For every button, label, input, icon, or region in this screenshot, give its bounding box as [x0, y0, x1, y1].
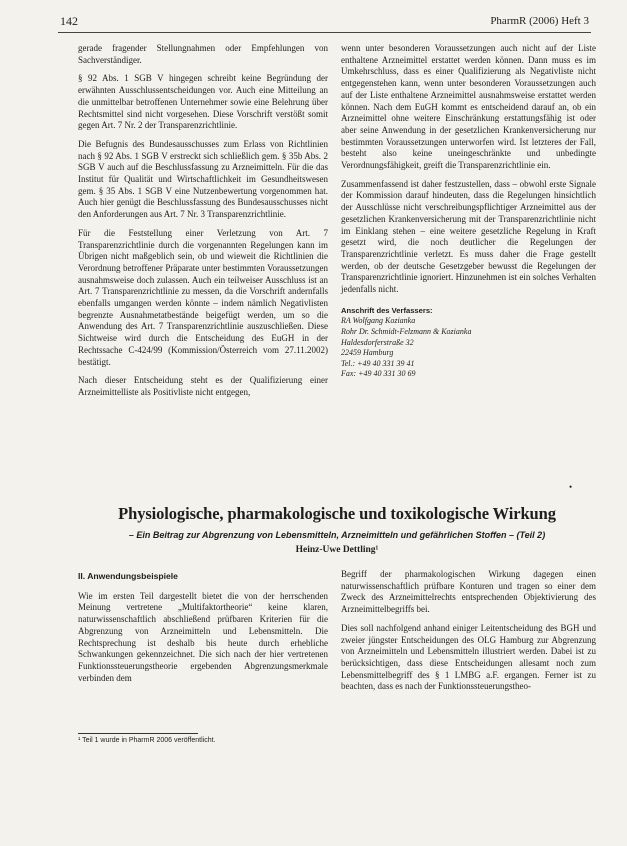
paragraph: wenn unter besonderen Voraussetzungen auch nicht auf der Liste enthaltene Arzneimittel erstattet werden können. Dann muss es im Umkehrschluss, dass es einer Qualifizierung als Negativliste nicht entgegenstehen kann, wenn unter besonderen Voraussetzungen auch auf der Liste enthaltene Arzneimittel ausnahmsweise erstattet werden können. Nach dem EuGH kommt es entscheidend darauf an, ob ein Arzneimittel ohne weitere Einschränkung erstattungsfähig ist oder aber seine Anwendung in der gesetzlichen Krankenversicherung nur bestimmten Voraussetzungen unterworfen wird. Ist letzteres der Fall, besteht also keine uneingeschränkte und unbedingte Verordnungsfähigkeit, greift die Transparenzrichtlinie ein. [341, 43, 596, 171]
paragraph: Begriff der pharmakologischen Wirkung dagegen einen naturwissenschaftlich prüfbare Konturen und tragen so einer dem Zweck des Arzneimittelrechts entsprechenden Objektivierung des Arzneimittelbegriffs bei. [341, 569, 596, 615]
paragraph: Wie im ersten Teil dargestellt bietet die von der herrschenden Meinung vertretene „Multifaktortheorie“ keine klaren, naturwissenschaftlich abschließend prüfbaren Kriterien für die Abgrenzung von Arzneimitteln und Lebensmitteln. Die Rechtsprechung ist deshalb bis heute durch erhebliche Schwankungen gekennzeichnet. Die sich nach der hier vertretenen Funktionssteuerungstheorie ergebenden Abgrenzungsmerkmale verbinden dem [78, 590, 328, 683]
address-street: Haldesdorferstraße 32 [341, 337, 414, 347]
paragraph: Nach dieser Entscheidung steht es der Qualifizierung einer Arzneimittelliste als Positivliste nicht entgegen, [78, 375, 328, 397]
footnote-rule [78, 733, 198, 734]
article-title: Physiologische, pharmakologische und toxikologische Wirkung [118, 504, 556, 523]
column-right-bottom [341, 569, 596, 700]
column-left-bottom [78, 571, 328, 691]
address-firm: Rohr Dr. Schmidt-Felzmann & Kozianka [341, 326, 472, 336]
author-address [341, 306, 596, 380]
address-tel: Tel.: +49 40 331 39 41 [341, 358, 415, 368]
address-name: RA Wolfgang Kozianka [341, 316, 416, 326]
column-left-top [78, 43, 328, 406]
journal-reference: PharmR (2006) Heft 3 [490, 15, 589, 27]
section-heading: II. Anwendungsbeispiele [78, 571, 178, 581]
page-number: 142 [60, 14, 78, 28]
paragraph: gerade fragender Stellungnahmen oder Empfehlungen von Sachverständiger. [78, 43, 328, 65]
header-rule [58, 32, 591, 33]
article-author: Heinz-Uwe Dettling¹ [295, 545, 379, 555]
paragraph: Für die Feststellung einer Verletzung von Art. 7 Transparenzrichtlinie durch die vorgenannten Regelungen kann im Übrigen nicht maßgeblich sein, ob und wieweit die Richtlinien die Verordnung betroffener Präparate unter bestimmten Voraussetzungen ausnahmsweise doch zulassen. Auch ein teilweiser Ausschluss ist an Art. 7 Transparenzrichtlinie zu messen, da die Vorschrift andernfalls ebenfalls umgangen werden könnte – indem nämlich Negativlisten begrenzte Ausnahmetatbestände beigefügt werden, um so die Anwendung des Art. 7 Transparenzrichtlinie auszuschließen. Diese Sichtweise wird durch die Entscheidung des EuGH in der Rechtssache C-424/99 (Kommission/Österreich vom 27.11.2002) bestätigt. [78, 227, 328, 367]
paragraph: Die Befugnis des Bundesausschusses zum Erlass von Richtlinien nach § 92 Abs. 1 SGB V erstreckt sich schließlich gem. § 35b Abs. 2 SGB V auch auf die Beschlussfassung zu Arzneimitteln. Für die das Institut für Qualität und Wirtschaftlichkeit im Gesundheitswesen gem. § 35 Abs. 1 SGB V eine Nutzenbewertung vorgenommen hat. Auch hier genügt die Beschlussfassung des Bundesausschusses nicht den Anforderungen aus Art. 7 Nr. 3 Transparenzrichtlinie. [78, 138, 328, 220]
footnote: ¹ Teil 1 wurde in PharmR 2006 veröffentlicht. [78, 737, 216, 744]
paragraph: § 92 Abs. 1 SGB V hingegen schreibt keine Begründung der erwähnten Ausschlussentscheidungen vor. Auch eine Mitteilung an die unmittelbar betroffenen Unternehmer sowie eine Belehrung über Rechtsmittel sind nicht vorgesehen. Diese Vorschrift verstößt somit gegen Art. 7 Nr. 2 der Transparenzrichtlinie. [78, 73, 328, 131]
paragraph: Zusammenfassend ist daher festzustellen, dass – obwohl erste Signale der Kommission darauf hindeuten, dass die Regelungen hinsichtlich der Ausschlüsse nicht verschreibungspflichtiger Arzneimittel aus der gesetzlichen Krankenversicherung mit der Transparenzrichtlinie nicht im Einklang stehen – eine weitere gesetzliche Regelung in Kraft gesetzt wird, die noch deutlicher die Regelungen der Transparenzrichtlinie verletzt. Es muss daher die Frage gestellt werden, ob der deutsche Gesetzgeber bewusst die Regelungen der Transparenzrichtlinie ignoriert. Hinzunehmen ist ein solches Verhalten jedenfalls nicht. [341, 178, 596, 295]
column-right-top [341, 43, 596, 380]
address-city: 22459 Hamburg [341, 348, 394, 358]
article-subtitle: – Ein Beitrag zur Abgrenzung von Lebensmitteln, Arzneimitteln und gefährlichen Stoffen – (Teil 2) [128, 530, 546, 540]
paragraph: Dies soll nachfolgend anhand einiger Leitentscheidung des BGH und zweier jüngster Entscheidungen des OLG Hamburg zur Abgrenzung von Arzneimitteln und Lebensmitteln illustriert werden. Dabei ist zu berücksichtigen, dass diese Entscheidungen allesamt noch zum Lebensmittelbegriff des § 1 LMBG a.F. ergangen. Ferner ist zu beachten, dass es nach der Funktionssteuerungstheo- [341, 622, 596, 692]
end-mark: • [569, 482, 573, 492]
address-label: Anschrift des Verfassers: [341, 305, 433, 315]
address-fax: Fax: +49 40 331 30 69 [341, 369, 416, 379]
